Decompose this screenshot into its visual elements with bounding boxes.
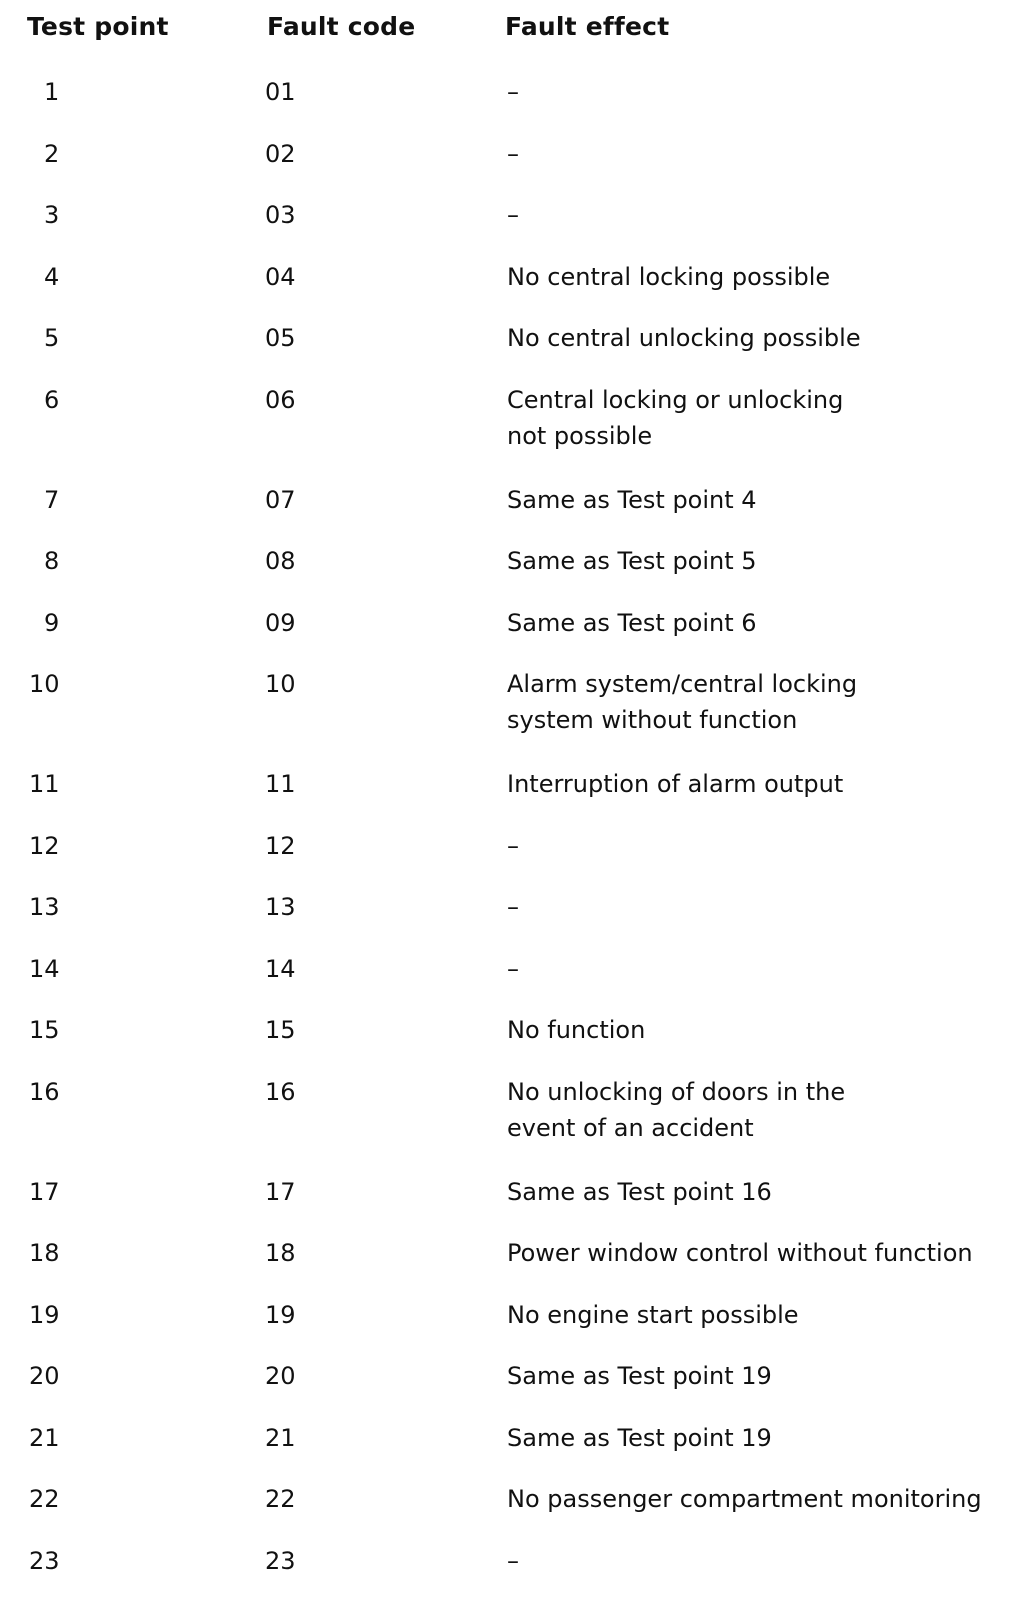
table-row (0, 197, 1024, 259)
fault-effect-cell: No function (507, 1016, 646, 1044)
fault-effect-cell: Same as Test point 5 (507, 547, 757, 575)
fault-code-cell: 22 (265, 1485, 296, 1513)
fault-code-cell: 21 (265, 1423, 296, 1452)
fault-effect-cell: – (507, 201, 519, 229)
table-row (0, 1012, 1024, 1074)
fault-code-cell: 03 (265, 201, 296, 229)
test-point-cell: 13 (29, 893, 60, 921)
fault-code-cell: 15 (265, 1016, 296, 1044)
test-point-cell: 2 (44, 139, 60, 168)
fault-effect-cell: – (507, 139, 519, 168)
fault-table-body (0, 74, 1024, 1604)
fault-code-cell: 08 (265, 547, 296, 575)
table-row (0, 889, 1024, 951)
fault-code-cell: 19 (265, 1300, 296, 1329)
fault-effect-cell: – (507, 954, 519, 983)
table-row (0, 828, 1024, 890)
test-point-cell: 20 (29, 1362, 60, 1390)
test-point-cell: 8 (44, 547, 60, 575)
fault-code-cell: 12 (265, 831, 296, 860)
fault-effect-cell: – (507, 893, 519, 921)
fault-effect-cell: Same as Test point 16 (507, 1177, 772, 1206)
fault-code-cell: 07 (265, 485, 296, 514)
test-point-cell: 18 (29, 1239, 60, 1267)
test-point-cell: 19 (29, 1300, 60, 1329)
table-row (0, 1235, 1024, 1297)
fault-code-cell: 13 (265, 893, 296, 921)
fault-effect-cell: Same as Test point 4 (507, 485, 757, 514)
table-row (0, 259, 1024, 321)
fault-code-cell: 06 (265, 385, 296, 414)
fault-effect-cell: – (507, 78, 519, 106)
fault-code-cell: 23 (265, 1546, 296, 1575)
test-point-cell: 7 (44, 485, 60, 514)
fault-effect-cell: Alarm system/central locking system without function (507, 670, 858, 734)
fault-effect-cell: No unlocking of doors in the event of an accident (507, 1077, 846, 1142)
fault-code-cell: 16 (265, 1077, 296, 1106)
table-row (0, 951, 1024, 1013)
fault-effect-cell: Central locking or unlocking not possible (507, 385, 844, 450)
table-row (0, 1297, 1024, 1359)
table-row (0, 1481, 1024, 1543)
fault-effect-cell: – (507, 1546, 519, 1575)
table-row (0, 543, 1024, 605)
test-point-cell: 5 (44, 324, 60, 352)
fault-code-cell: 17 (265, 1177, 296, 1206)
fault-code-cell: 14 (265, 954, 296, 983)
test-point-cell: 12 (29, 831, 60, 860)
test-point-cell: 15 (29, 1016, 60, 1044)
table-row (0, 74, 1024, 136)
table-row (0, 1543, 1024, 1605)
table-row (0, 1420, 1024, 1482)
fault-code-cell: 05 (265, 324, 296, 352)
fault-code-cell: 01 (265, 78, 296, 106)
test-point-cell: 11 (29, 770, 60, 798)
fault-effect-cell: Same as Test point 19 (507, 1362, 772, 1390)
table-row (0, 605, 1024, 667)
fault-effect-cell: Power window control without function (507, 1239, 973, 1267)
fault-effect-cell: No engine start possible (507, 1300, 799, 1329)
fault-effect-cell: Same as Test point 19 (507, 1423, 772, 1452)
test-point-cell: 3 (44, 201, 60, 229)
test-point-cell: 22 (29, 1485, 60, 1513)
header-fault-code: Fault code (267, 12, 416, 41)
test-point-cell: 6 (44, 385, 60, 414)
fault-code-cell: 09 (265, 608, 296, 637)
header-fault-effect: Fault effect (505, 12, 670, 41)
test-point-cell: 17 (29, 1177, 60, 1206)
test-point-cell: 16 (29, 1077, 60, 1106)
test-point-cell: 1 (44, 78, 60, 106)
test-point-cell: 10 (29, 670, 60, 698)
fault-effect-cell: Interruption of alarm output (507, 770, 844, 798)
test-point-cell: 4 (44, 262, 60, 291)
table-row (0, 320, 1024, 382)
table-row (0, 666, 1024, 766)
test-point-cell: 23 (29, 1546, 60, 1575)
table-row (0, 1174, 1024, 1236)
table-row (0, 482, 1024, 544)
fault-code-cell: 11 (265, 770, 296, 798)
fault-code-cell: 02 (265, 139, 296, 168)
table-row (0, 1074, 1024, 1174)
fault-code-cell: 18 (265, 1239, 296, 1267)
fault-effect-cell: – (507, 831, 519, 860)
table-row (0, 382, 1024, 482)
fault-code-cell: 04 (265, 262, 296, 291)
table-row (0, 136, 1024, 198)
fault-effect-cell: No central locking possible (507, 262, 831, 291)
header-test-point: Test point (27, 12, 169, 41)
fault-effect-cell: No passenger compartment monitoring (507, 1485, 982, 1513)
test-point-cell: 21 (29, 1423, 60, 1452)
test-point-cell: 9 (44, 608, 60, 637)
test-point-cell: 14 (29, 954, 60, 983)
fault-effect-cell: Same as Test point 6 (507, 608, 757, 637)
table-row (0, 766, 1024, 828)
fault-code-cell: 10 (265, 670, 296, 698)
fault-effect-cell: No central unlocking possible (507, 324, 861, 352)
fault-code-cell: 20 (265, 1362, 296, 1390)
table-row (0, 1358, 1024, 1420)
